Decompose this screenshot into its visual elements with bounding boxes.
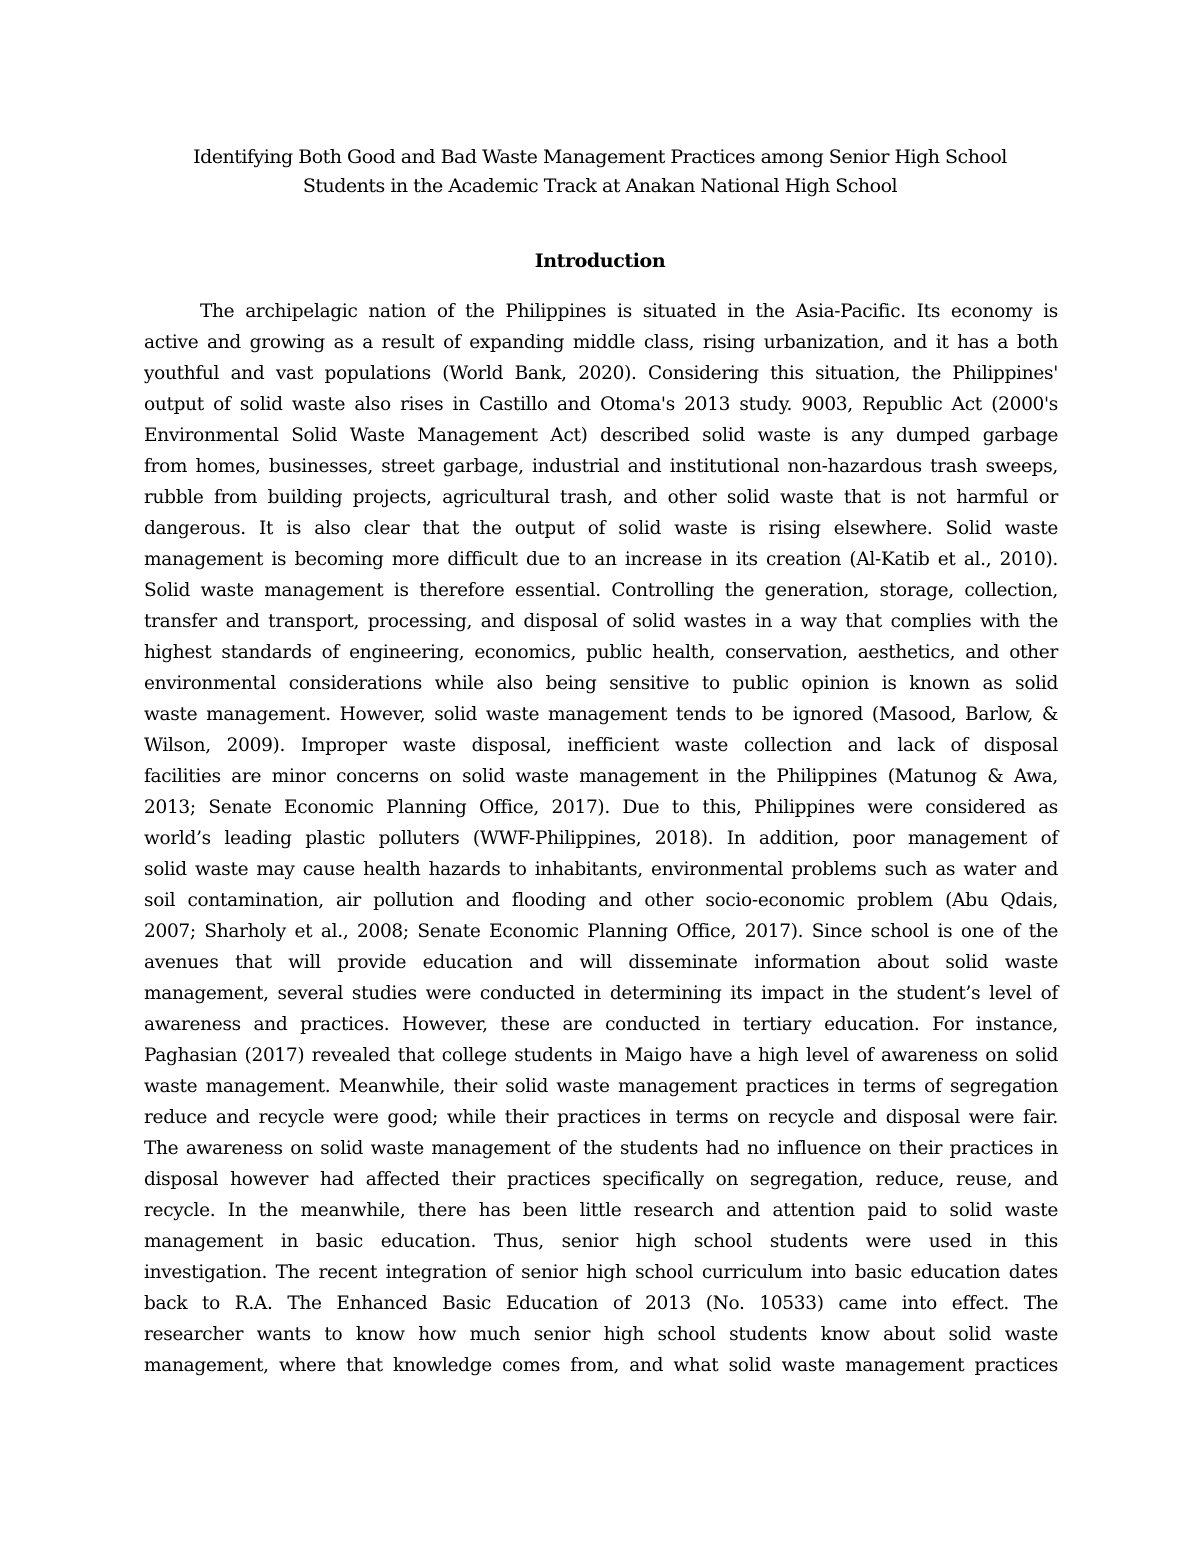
paragraph-line: researcher wants to know how much senior high school students know about solid waste — [144, 1324, 1058, 1345]
paragraph-line: reduce and recycle were good; while their practices in terms on recycle and disposal were fair. — [144, 1107, 1058, 1128]
paragraph-line: Paghasian (2017) revealed that college students in Maigo have a high level of awareness on solid — [144, 1045, 1058, 1066]
paragraph-line: solid waste may cause health hazards to inhabitants, environmental problems such as water and — [144, 859, 1058, 880]
paragraph-line: management is becoming more difficult due to an increase in its creation (Al-Katib et al., 2010). — [144, 549, 1058, 570]
title-line: Identifying Both Good and Bad Waste Management Practices among Senior High School — [193, 146, 1007, 168]
paragraph-line: environmental considerations while also being sensitive to public opinion is known as solid — [144, 673, 1058, 694]
paragraph-line: Wilson, 2009). Improper waste disposal, inefficient waste collection and lack of disposal — [144, 735, 1058, 756]
paragraph-line: facilities are minor concerns on solid waste management in the Philippines (Matunog & Awa, — [144, 766, 1058, 787]
paragraph-line: recycle. In the meanwhile, there has been little research and attention paid to solid waste — [144, 1200, 1058, 1221]
paragraph-line: waste management. Meanwhile, their solid waste management practices in terms of segregation — [144, 1076, 1058, 1097]
paragraph-line: management in basic education. Thus, senior high school students were used in this — [144, 1231, 1058, 1252]
paragraph-line: active and growing as a result of expanding middle class, rising urbanization, and it has a both — [144, 332, 1058, 353]
paragraph-line: rubble from building projects, agricultural trash, and other solid waste that is not harmful or — [144, 487, 1058, 508]
paragraph-line: 2007; Sharholy et al., 2008; Senate Economic Planning Office, 2017). Since school is one of the — [144, 921, 1058, 942]
paragraph-line: waste management. However, solid waste management tends to be ignored (Masood, Barlow, & — [144, 704, 1058, 725]
paragraph-line: avenues that will provide education and will disseminate information about solid waste — [144, 952, 1058, 973]
paragraph-line: The awareness on solid waste management of the students had no influence on their practices in — [144, 1138, 1058, 1159]
paragraph-line: investigation. The recent integration of senior high school curriculum into basic education dates — [144, 1262, 1058, 1283]
paragraph-line: management, several studies were conducted in determining its impact in the student’s level of — [144, 983, 1058, 1004]
paragraph-line: awareness and practices. However, these are conducted in tertiary education. For instance, — [144, 1014, 1058, 1035]
paragraph-line: management, where that knowledge comes from, and what solid waste management practices — [144, 1355, 1058, 1376]
paragraph-line: Environmental Solid Waste Management Act) described solid waste is any dumped garbage — [144, 425, 1058, 446]
introduction-paragraph — [144, 296, 1058, 1381]
paragraph-line: disposal however had affected their practices specifically on segregation, reduce, reuse, and — [144, 1169, 1058, 1190]
paragraph-line: transfer and transport, processing, and disposal of solid wastes in a way that complies with the — [144, 611, 1058, 632]
document-title — [120, 143, 1080, 201]
paragraph-line: back to R.A. The Enhanced Basic Education of 2013 (No. 10533) came into effect. The — [144, 1293, 1058, 1314]
paragraph-line: output of solid waste also rises in Castillo and Otoma's 2013 study. 9003, Republic Act (2000's — [144, 394, 1058, 415]
paragraph-line: highest standards of engineering, economics, public health, conservation, aesthetics, and other — [144, 642, 1058, 663]
paragraph-line: world’s leading plastic polluters (WWF-Philippines, 2018). In addition, poor management of — [144, 828, 1058, 849]
paragraph-line: soil contamination, air pollution and flooding and other socio-economic problem (Abu Qdais, — [144, 890, 1058, 911]
paragraph-line: from homes, businesses, street garbage, industrial and institutional non-hazardous trash sweeps, — [144, 456, 1058, 477]
paragraph-line: Solid waste management is therefore essential. Controlling the generation, storage, collection, — [144, 580, 1058, 601]
paragraph-line: dangerous. It is also clear that the output of solid waste is rising elsewhere. Solid waste — [144, 518, 1058, 539]
title-line: Students in the Academic Track at Anakan National High School — [302, 175, 898, 197]
section-heading: Introduction — [534, 250, 666, 272]
paragraph-line: The archipelagic nation of the Philippines is situated in the Asia-Pacific. Its economy is — [200, 301, 1058, 322]
paragraph-line: 2013; Senate Economic Planning Office, 2017). Due to this, Philippines were considered as — [144, 797, 1058, 818]
paragraph-line: youthful and vast populations (World Bank, 2020). Considering this situation, the Philippines' — [144, 363, 1058, 384]
